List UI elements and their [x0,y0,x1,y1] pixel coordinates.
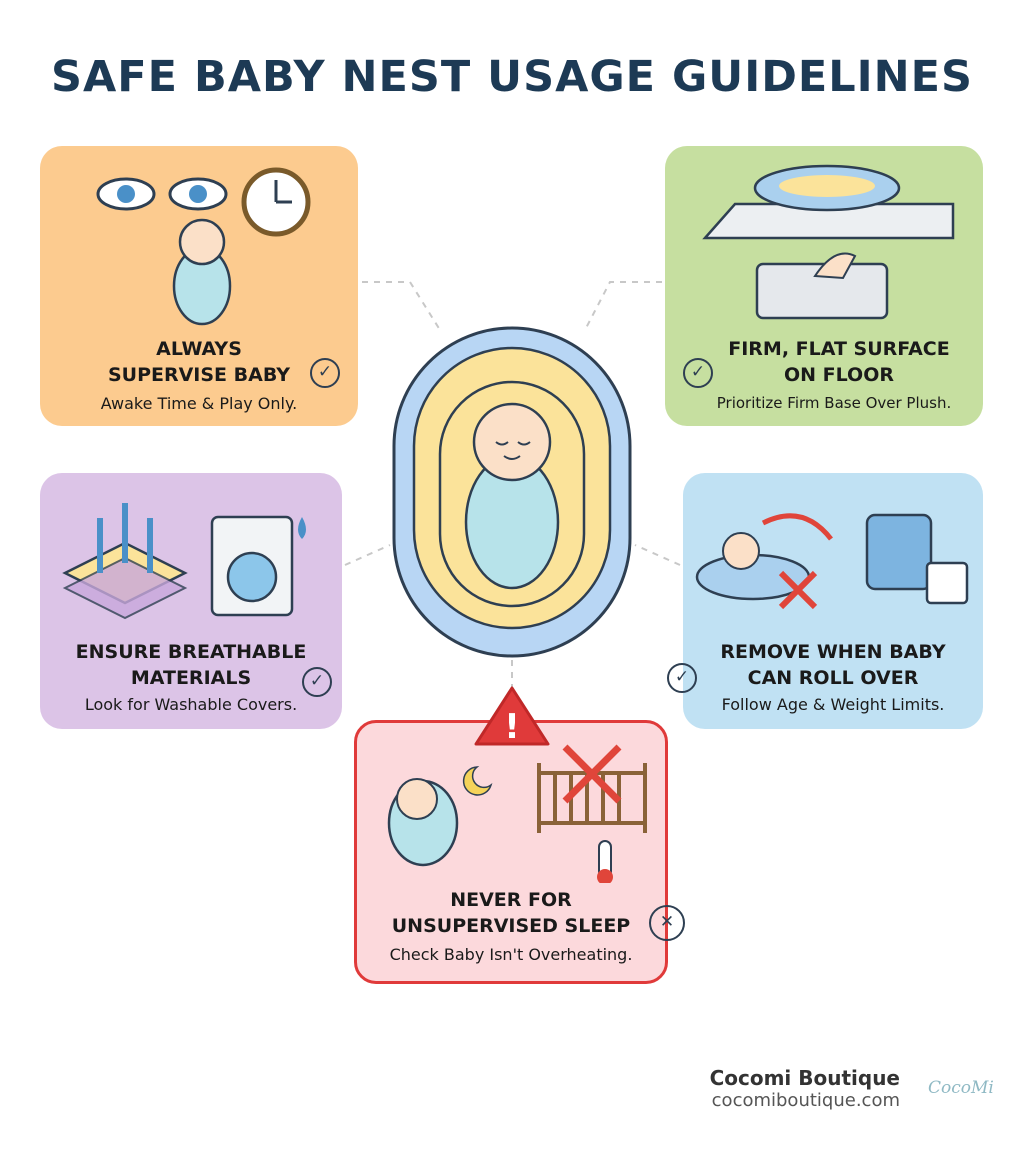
check-icon: ✓ [683,358,713,388]
check-icon: ✓ [302,667,332,697]
check-icon: ✓ [667,663,697,693]
warning-icon [472,684,552,748]
baby-nest-illustration [388,322,638,662]
card-roll-over [674,473,983,729]
card-subtitle: Check Baby Isn't Overheating. [389,945,633,964]
svg-text:!: ! [504,707,520,747]
airflow-washer-illustration [40,473,342,623]
check-icon: ✓ [310,358,340,388]
card-title: SUPERVISE BABY [107,364,291,386]
brand-name: Cocomi Boutique [709,1066,900,1090]
card-supervise [40,146,358,426]
brand-url[interactable]: cocomiboutique.com [711,1090,900,1111]
card-title: CAN ROLL OVER [747,667,919,689]
card-title: FIRM, FLAT SURFACE [728,338,950,360]
card-subtitle: Awake Time & Play Only. [100,394,298,413]
x-icon: ✕ [649,905,685,941]
swaddled-baby-icon [174,220,230,324]
card-firm-surface [665,146,983,426]
card-title: ON FLOOR [783,364,894,386]
eye-icon [98,179,154,209]
card-title: REMOVE WHEN BABY [720,641,946,663]
card-title: MATERIALS [130,667,252,689]
card-title: ALWAYS [156,338,242,360]
card-title: UNSUPERVISED SLEEP [391,915,631,937]
eyes-clock-baby-illustration [40,146,358,336]
rolling-baby-scale-illustration [683,473,983,623]
clock-icon [244,170,308,234]
nest-on-mat-illustration [665,146,983,326]
card-never-unsupervised [354,720,675,984]
card-subtitle: Prioritize Firm Base Over Plush. [716,394,952,412]
page-title: SAFE BABY NEST USAGE GUIDELINES [51,52,973,102]
card-breathable [40,473,342,729]
card-subtitle: Look for Washable Covers. [84,695,298,714]
card-title: NEVER FOR [450,889,572,911]
card-title: ENSURE BREATHABLE [75,641,307,663]
eye-icon [170,179,226,209]
brand-logo: CocoMi [928,1078,994,1098]
card-subtitle: Follow Age & Weight Limits. [721,695,945,714]
brand-block [700,1066,900,1111]
